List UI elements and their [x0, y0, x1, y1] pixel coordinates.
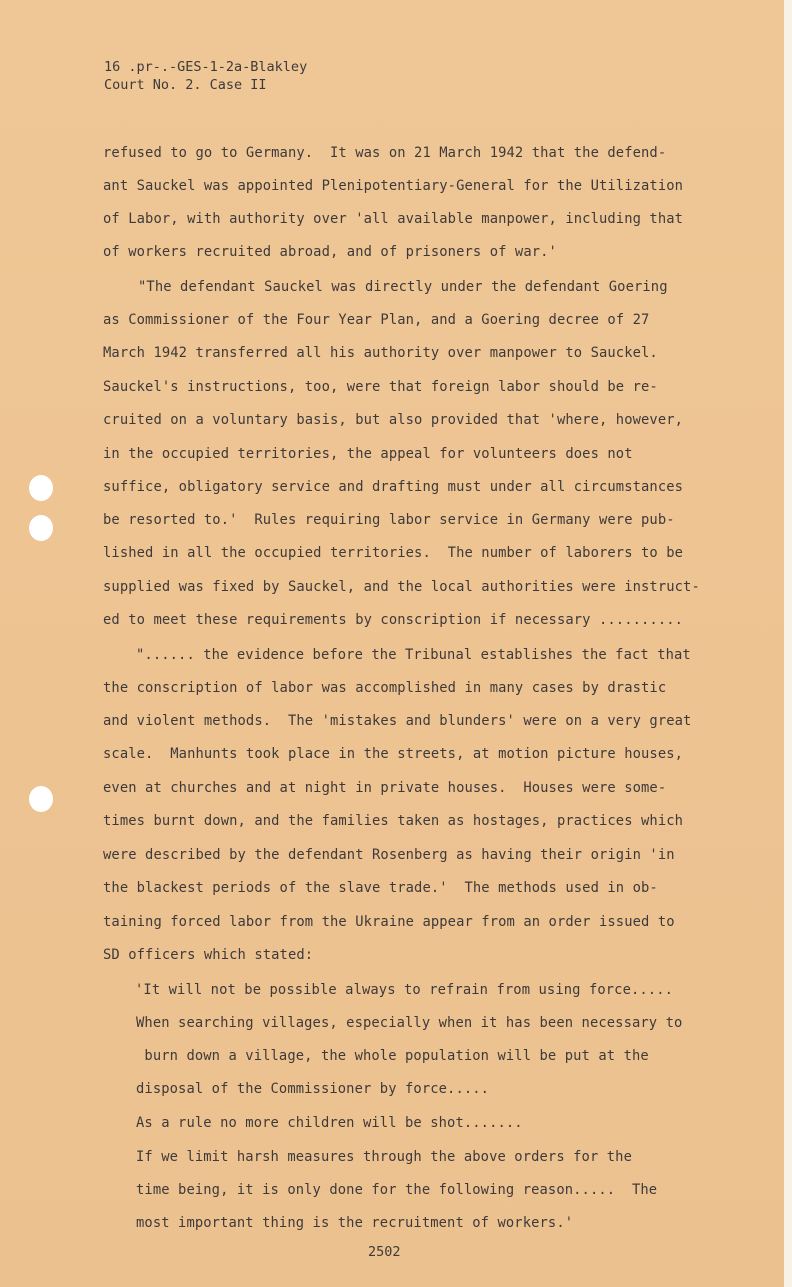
- text-line: ed to meet these requirements by conscription if necessary ..........: [103, 612, 684, 628]
- punch-hole: [29, 515, 53, 541]
- text-line: times burnt down, and the families taken as hostages, practices which: [103, 813, 684, 829]
- text-line: the conscription of labor was accomplished in many cases by drastic: [103, 680, 667, 696]
- text-line: even at churches and at night in private houses. Houses were some-: [103, 780, 667, 796]
- text-line: be resorted to.' Rules requiring labor service in Germany were pub-: [103, 512, 675, 528]
- text-line: refused to go to Germany. It was on 21 March 1942 that the defend-: [103, 145, 667, 161]
- quote-line: When searching villages, especially when it has been necessary to: [136, 1015, 683, 1031]
- text-line: of Labor, with authority over 'all available manpower, including that: [103, 211, 684, 227]
- document-header: [104, 58, 307, 94]
- text-line: of workers recruited abroad, and of prisoners of war.': [103, 244, 557, 260]
- text-line: cruited on a voluntary basis, but also provided that 'where, however,: [103, 412, 684, 428]
- quote-line: If we limit harsh measures through the above orders for the: [136, 1149, 632, 1165]
- header-court-case: Court No. 2. Case II: [104, 77, 267, 93]
- header-file-reference: 16 .pr-.-GES-1-2a-Blakley: [104, 59, 308, 75]
- text-line: ant Sauckel was appointed Plenipotentiary-General for the Utilization: [103, 178, 684, 194]
- text-line: supplied was fixed by Sauckel, and the local authorities were instruct-: [103, 579, 700, 595]
- page-edge: [784, 0, 792, 1287]
- page-number: 2502: [368, 1244, 401, 1260]
- text-line: the blackest periods of the slave trade.' The methods used in ob-: [103, 880, 658, 896]
- text-line: suffice, obligatory service and drafting must under all circumstances: [103, 479, 684, 495]
- text-line: Sauckel's instructions, too, were that foreign labor should be re-: [103, 379, 658, 395]
- text-line: scale. Manhunts took place in the streets, at motion picture houses,: [103, 746, 684, 762]
- quote-line: burn down a village, the whole population will be put at the: [136, 1048, 649, 1064]
- punch-hole: [29, 475, 53, 501]
- text-line: were described by the defendant Rosenberg as having their origin 'in: [103, 847, 675, 863]
- text-line: March 1942 transferred all his authority over manpower to Sauckel.: [103, 345, 658, 361]
- quote-line: time being, it is only done for the following reason..... The: [136, 1182, 658, 1198]
- text-line: "The defendant Sauckel was directly under the defendant Goering: [138, 279, 668, 295]
- text-line: and violent methods. The 'mistakes and blunders' were on a very great: [103, 713, 692, 729]
- text-line: SD officers which stated:: [103, 947, 314, 963]
- text-line: taining forced labor from the Ukraine appear from an order issued to: [103, 914, 675, 930]
- text-line: "...... the evidence before the Tribunal establishes the fact that: [136, 647, 691, 663]
- text-line: as Commissioner of the Four Year Plan, and a Goering decree of 27: [103, 312, 650, 328]
- punch-hole: [29, 786, 53, 812]
- quote-line: most important thing is the recruitment of workers.': [136, 1215, 574, 1231]
- quote-line: 'It will not be possible always to refrain from using force.....: [135, 982, 674, 998]
- quote-line: As a rule no more children will be shot.......: [136, 1115, 523, 1131]
- text-line: lished in all the occupied territories. The number of laborers to be: [103, 545, 684, 561]
- quote-line: disposal of the Commissioner by force.....: [136, 1081, 490, 1097]
- text-line: in the occupied territories, the appeal for volunteers does not: [103, 446, 633, 462]
